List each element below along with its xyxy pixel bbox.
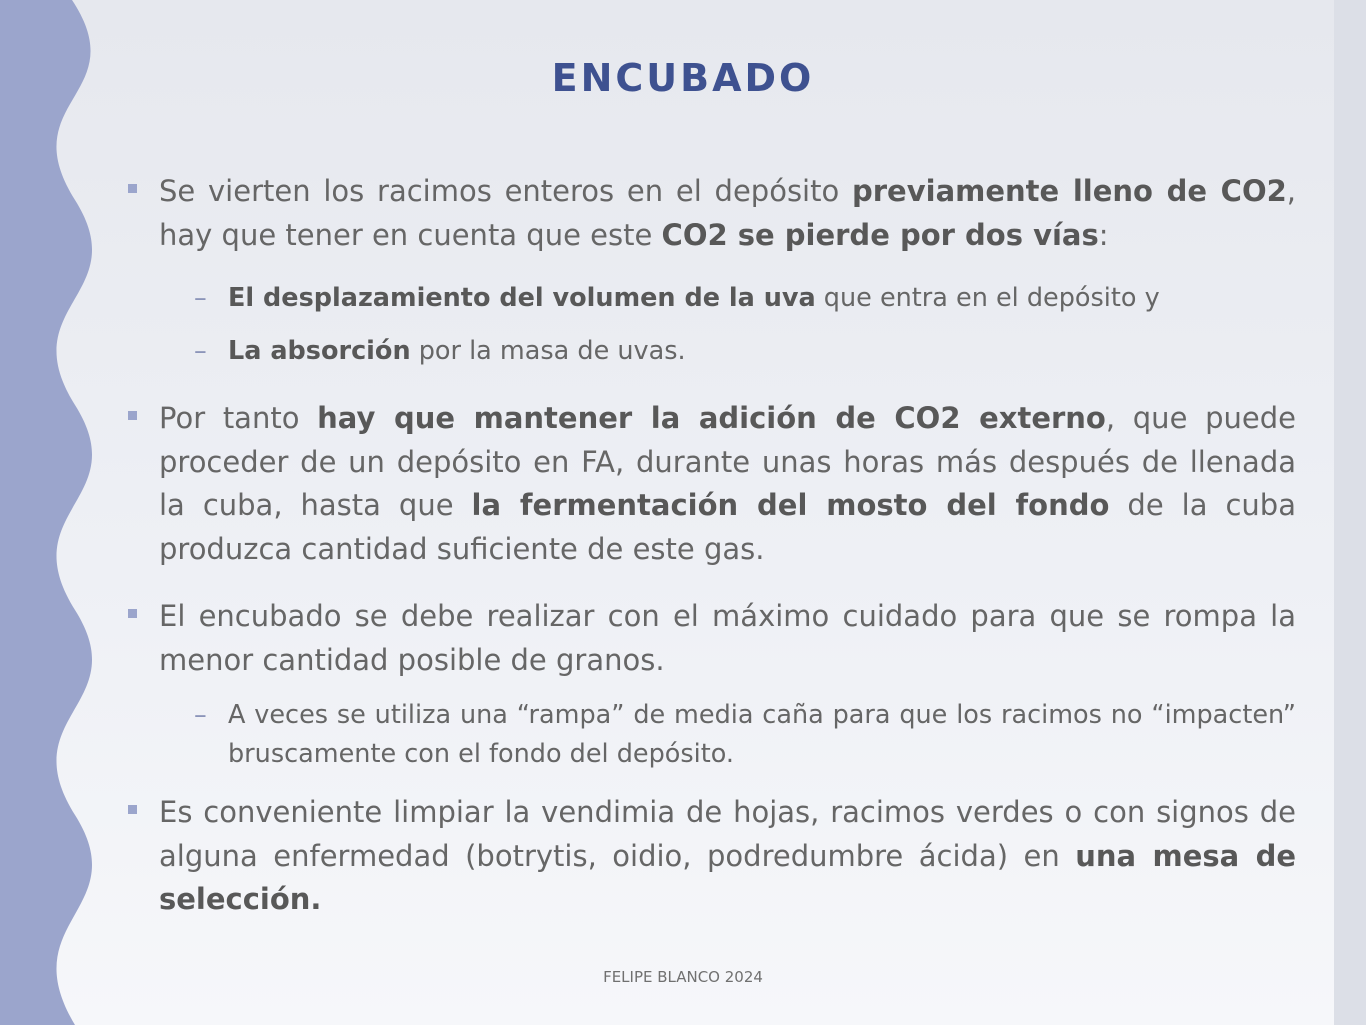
- bullet-2: [126, 397, 1296, 571]
- bullet-4-bold: una mesa de selección.: [159, 838, 1296, 916]
- bullet-1-bold: previamente lleno de CO2: [852, 174, 1287, 208]
- slide-title: ENCUBADO: [551, 56, 815, 100]
- dash-icon: –: [194, 700, 207, 730]
- bullet-2-text-3: de la cuba produzca cantidad suficiente de este gas.: [159, 488, 1296, 566]
- sub-bullet-1a: [126, 279, 1296, 318]
- sub-bullet-3a: [126, 696, 1296, 773]
- bullet-1-text: Se vierten los racimos enteros en el depósito: [159, 174, 852, 208]
- bullet-1: [126, 170, 1296, 257]
- bullet-1-text-2: , hay que tener en cuenta que este: [159, 174, 1296, 252]
- bullet-square-icon: [128, 805, 137, 814]
- right-edge-bar: [1334, 0, 1366, 1025]
- bullet-2-text-2: , que puede proceder de un depósito en FA, durante unas horas más después de llenada la cuba, hasta que: [159, 401, 1296, 522]
- slide-content: [126, 170, 1296, 922]
- slide-footer: FELIPE BLANCO 2024: [603, 968, 763, 986]
- bullet-1-bold-2: CO2 se pierde por dos vías: [661, 217, 1099, 252]
- bullet-4: [126, 791, 1296, 922]
- bullet-2-text: Por tanto: [159, 401, 318, 435]
- sub-bullet-1b-bold: La absorción: [228, 335, 411, 366]
- decorative-wave-border: [0, 0, 110, 1025]
- bullet-2-bold: hay que mantener la adición de CO2 externo: [317, 401, 1106, 435]
- sub-bullet-3a-text: A veces se utiliza una “rampa” de media caña para que los racimos no “impacten” bruscamente con el fondo del depósito.: [228, 700, 1296, 769]
- bullet-1-text-3: :: [1098, 217, 1109, 252]
- bullet-square-icon: [128, 184, 137, 193]
- bullet-2-bold-2: la fermentación del mosto del fondo: [471, 488, 1110, 522]
- sub-bullet-1b: [126, 332, 1296, 371]
- bullet-square-icon: [128, 609, 137, 618]
- bullet-3: [126, 595, 1296, 682]
- bullet-4-text: Es conveniente limpiar la vendimia de hojas, racimos verdes o con signos de alguna enfermedad (botrytis, oidio, podredumbre ácida) en: [159, 795, 1296, 873]
- dash-icon: –: [194, 335, 207, 366]
- sub-bullet-1a-bold: El desplazamiento del volumen de la uva: [228, 283, 816, 313]
- dash-icon: –: [194, 283, 207, 313]
- bullet-square-icon: [128, 411, 137, 420]
- sub-bullet-1b-text: por la masa de uvas.: [410, 335, 686, 366]
- bullet-3-text: El encubado se debe realizar con el máximo cuidado para que se rompa la menor cantidad posible de granos.: [159, 599, 1296, 677]
- sub-bullet-1a-text: que entra en el depósito y: [815, 283, 1160, 313]
